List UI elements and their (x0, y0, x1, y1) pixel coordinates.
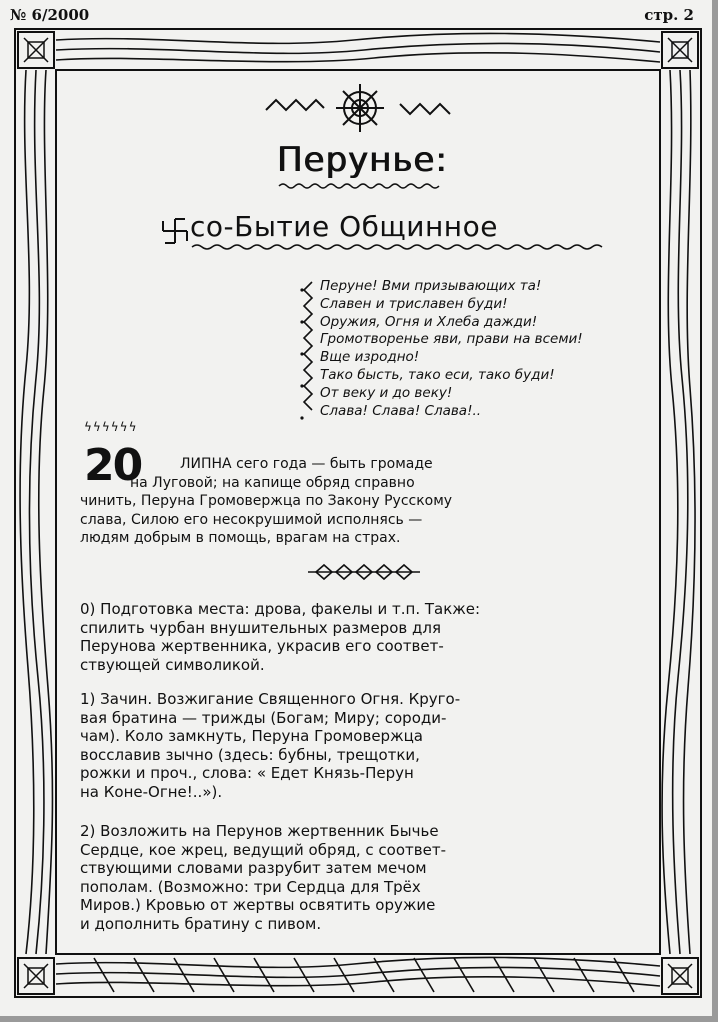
intro-line: на Луговой; на капище обряд справно (130, 474, 415, 491)
intro-line: слава, Силою его несокрушимой исполнясь — (80, 511, 423, 528)
section-line: ствующими словами разрубит затем мечом (80, 859, 427, 878)
issue-number: № 6/2000 (10, 6, 90, 24)
page-number: стр. 2 (644, 6, 694, 24)
section-line: чам). Коло замкнуть, Перуна Громовержца (80, 727, 423, 746)
intro-paragraph (80, 455, 648, 548)
section-line: на Коне-Огне!..»). (80, 782, 223, 801)
subtitle-underline (190, 243, 610, 251)
intro-line: ЛИПНА сего года — быть громаде (180, 456, 433, 472)
poem-line: Тако бысть, тако еси, тако буди! (320, 366, 555, 383)
section-line: рожки и проч., слова: « Едет Князь-Перун (80, 764, 414, 783)
intro-line: людям добрым в помощь, врагам на страх. (80, 530, 401, 546)
date-ornament-ticks: ϟϟϟϟϟϟ (84, 420, 138, 434)
page-subtitle: со-Бытие Общинное (190, 210, 498, 243)
page-header (10, 6, 694, 24)
section-opening (80, 690, 650, 802)
title-block (70, 140, 654, 190)
section-line: пополам. (Возможно: три Сердца для Трёх (80, 877, 421, 896)
invocation-poem (320, 278, 660, 420)
section-line: восславив зычно (здесь: бубны, трещотки, (80, 745, 420, 764)
section-line: 0) Подготовка места: дрова, факелы и т.п. Также: (80, 600, 481, 618)
section-line: и дополнить братину с пивом. (80, 914, 322, 933)
section-line: 1) Зачин. Возжигание Священного Огня. Круго- (80, 690, 461, 708)
section-sacrifice (80, 822, 650, 934)
section-line: ствующей символикой. (80, 655, 265, 674)
section-line: спилить чурбан внушительных размеров для (80, 618, 441, 637)
poem-line: Славен и триславен буди! (320, 295, 508, 312)
poem-line: Вще изродно! (320, 349, 420, 366)
section-line: Миров.) Кровью от жертвы освятить оружие (80, 896, 436, 915)
section-line: Сердце, кое жрец, ведущий обряд, с соответ- (80, 840, 446, 859)
solar-symbol-icon (160, 216, 190, 246)
section-line: вая братина — трижды (Богам; Миру; сороди- (80, 708, 447, 727)
poem-line: Слава! Слава! Слава!.. (320, 402, 482, 419)
top-ornament (260, 80, 460, 140)
poem-line: Перуне! Вми призывающих та! (320, 278, 542, 294)
page-title: Перунье: (276, 140, 448, 180)
subtitle-row (160, 210, 610, 251)
section-preparation (80, 600, 650, 674)
diamond-ornament (306, 562, 422, 582)
poem-line: Громотворенье яви, прави на всеми! (320, 331, 583, 348)
title-underline (277, 182, 447, 190)
poem-line: От веку и до веку! (320, 384, 453, 401)
poem-margin-ornament (298, 276, 318, 426)
poem-line: Оружия, Огня и Хлеба дажди! (320, 313, 538, 330)
section-line: 2) Возложить на Перунов жертвенник Бычье (80, 822, 439, 840)
section-line: Перунова жертвенника, украсив его соответ- (80, 637, 444, 656)
intro-line: чинить, Перуна Громовержца по Закону Русскому (80, 493, 453, 509)
date-number: 20 (84, 440, 142, 491)
